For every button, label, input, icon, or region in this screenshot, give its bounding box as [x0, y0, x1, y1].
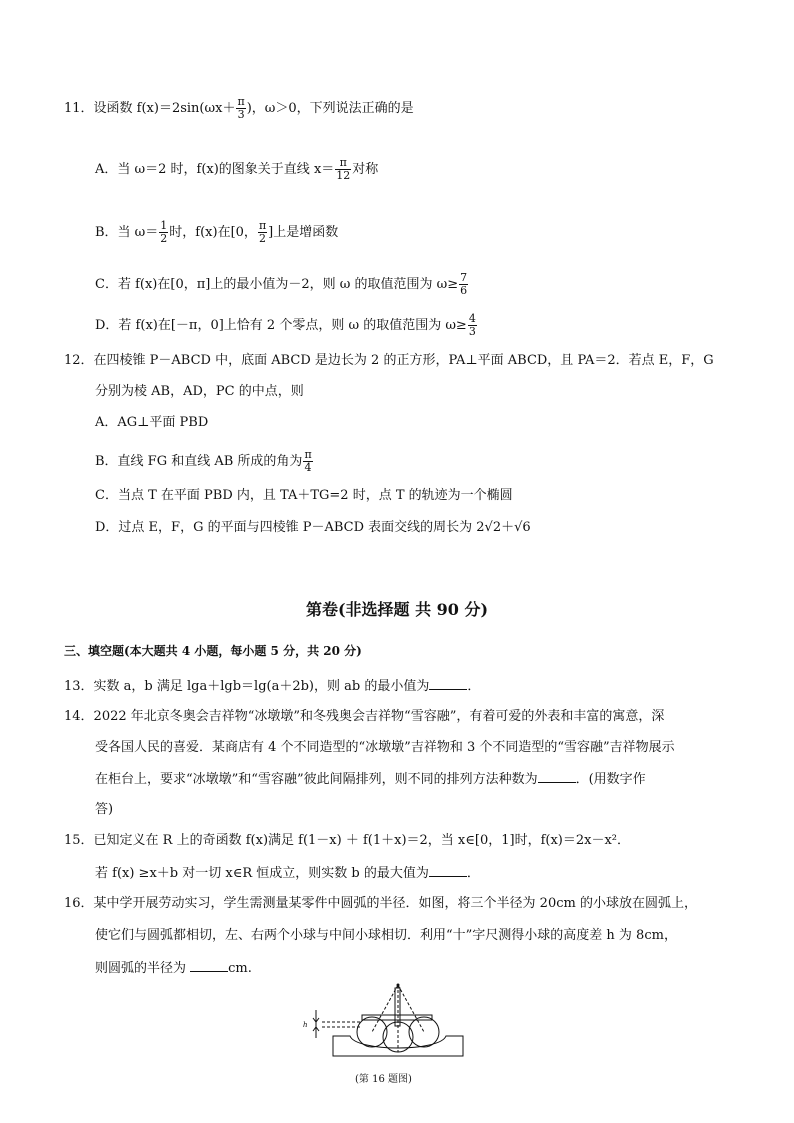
q15-line2: 若 f(x) ≥x＋b 对一切 x∈R 恒成立，则实数 b 的最大值为 ．	[95, 866, 480, 881]
q14-line2: 受各国人民的喜爱．某商店有 4 个不同造型的“冰墩墩”吉祥物和 3 个不同造型的“雪容融”吉祥物展示	[95, 740, 675, 755]
answer-blank	[429, 864, 467, 877]
q15-line1: 15．已知定义在 R 上的奇函数 f(x)满足 f(1－x) ＋ f(1＋x)＝2，当 x∈[0，1]时，f(x)＝2x－x²．	[64, 833, 631, 848]
q14-line3: 在柜台上，要求“冰墩墩”和“雪容融”彼此间隔排列，则不同的排列方法种数为 ．(用数字作	[95, 772, 646, 787]
left-ball	[357, 1017, 387, 1047]
q11-option-b: B．当 ω＝ $\frac{1}{2}$ 时，f(x)在[0， $\frac{\pi}{2}$ ]上是增函数	[95, 219, 339, 245]
q12-option-d: D．过点 E，F，G 的平面与四棱锥 P－ABCD 表面交线的周长为 2√2＋√6	[95, 520, 531, 535]
answer-blank	[538, 770, 576, 783]
figure-caption: (第 16 题图)	[355, 1074, 412, 1085]
right-ball	[409, 1017, 439, 1047]
answer-blank	[190, 959, 228, 972]
q12-stem-line1: 12．在四棱锥 P－ABCD 中，底面 ABCD 是边长为 2 的正方形，PA⊥平面 ABCD，且 PA＝2．若点 E，F，G	[64, 353, 714, 368]
q11-option-c: C．若 f(x)在[0，π]上的最小值为－2，则 ω 的取值范围为 ω≥ $\frac{7}{6}$	[95, 271, 468, 297]
q14-line4: 答)	[95, 802, 114, 817]
section-3-heading: 三、填空题(本大题共 4 小题，每小题 5 分，共 20 分)	[64, 644, 362, 658]
q12-option-a: A．AG⊥平面 PBD	[95, 415, 209, 430]
q12-option-c: C．当点 T 在平面 PBD 内，且 TA＋TG=2 时，点 T 的轨迹为一个椭圆	[95, 488, 513, 503]
q11-option-a: A．当 ω＝2 时，f(x)的图象关于直线 x＝ $\frac{\pi}{12}$ 对称	[95, 156, 379, 182]
part2-title: 第卷(非选择题 共 90 分)	[305, 600, 489, 619]
q11-stem: 11．设函数 f(x)＝2sin(ωx＋ $\frac{\pi}{3}$ )，ω＞0，下列说法正确的是	[64, 95, 414, 121]
q16-line3: 则圆弧的半径为 cm.	[95, 961, 252, 976]
q12-stem-line2: 分别为棱 AB，AD，PC 的中点，则	[95, 384, 304, 399]
q14-line1: 14．2022 年北京冬奥会吉祥物“冰墩墩”和冬残奥会吉祥物“雪容融”，有着可爱的外表和丰富的寓意，深	[64, 709, 665, 724]
q13: 13．实数 a，b 满足 lga＋lgb＝lg(a＋2b)，则 ab 的最小值为 ．	[64, 679, 481, 694]
answer-blank	[429, 677, 467, 690]
h-label: h	[303, 1021, 308, 1029]
q16-figure	[300, 980, 480, 1060]
q11-option-d: D．若 f(x)在[－π，0]上恰有 2 个零点，则 ω 的取值范围为 ω≥ $\frac{4}{3}$	[95, 312, 476, 338]
q16-line2: 使它们与圆弧都相切，左、右两个小球与中间小球相切．利用“十”字尺测得小球的高度差 h 为 8cm，	[95, 928, 677, 943]
q12-option-b: B．直线 FG 和直线 AB 所成的角为 $\frac{\pi}{4}$	[95, 448, 312, 474]
q16-line1: 16．某中学开展劳动实习，学生需测量某零件中圆弧的半径．如图，将三个半径为 20cm 的小球放在圆弧上，	[64, 896, 697, 911]
